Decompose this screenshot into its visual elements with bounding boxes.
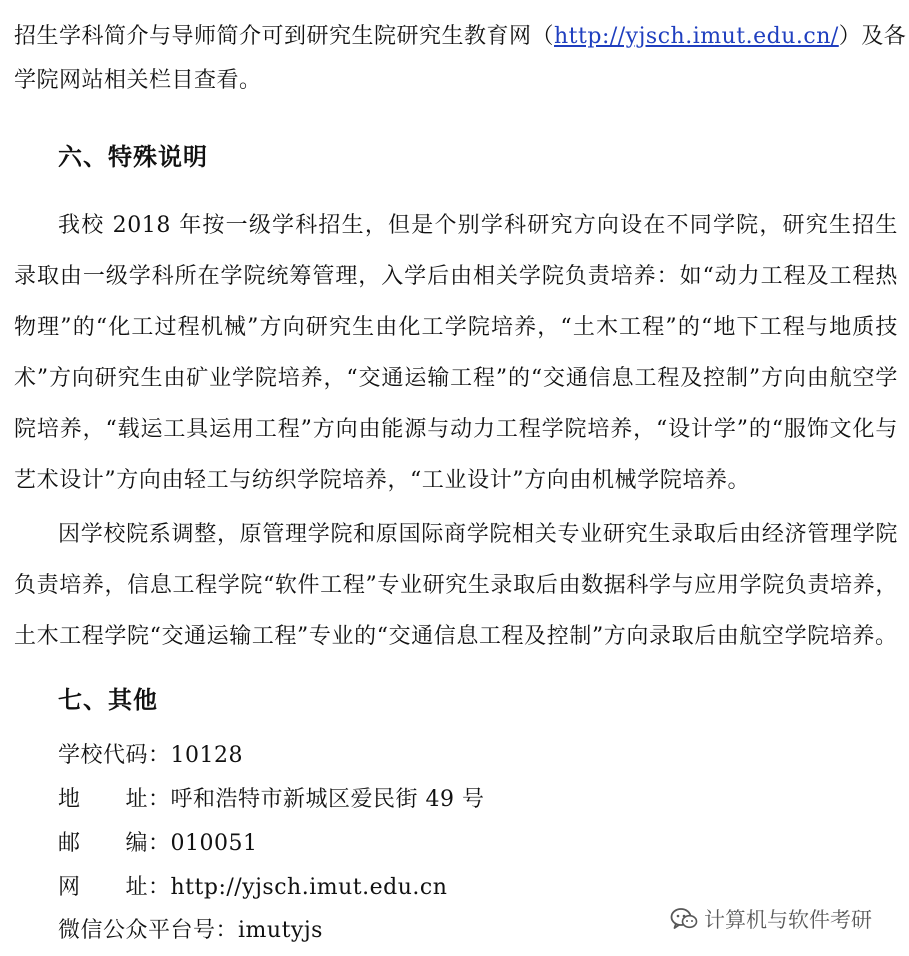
info-row-address xyxy=(58,782,485,813)
info-value: 010051 xyxy=(170,831,258,856)
info-label: 地 址： xyxy=(58,787,171,812)
info-value: http://yjsch.imut.edu.cn xyxy=(170,875,448,900)
section-7-heading: 七、其他 xyxy=(58,686,158,714)
watermark-text: 计算机与软件考研 xyxy=(704,908,872,932)
wechat-icon xyxy=(670,907,698,931)
section-6-heading: 六、特殊说明 xyxy=(58,143,208,171)
section-6-paragraph-1: 我校 2018 年按一级学科招生，但是个别学科研究方向设在不同学院，研究生招生录取由一级学科所在学院统筹管理，入学后由相关学院负责培养：如“动力工程及工程热物理”的“化工过程机械”方向研究生由化工学院培养，“土木工程”的“地下工程与地质技术”方向研究生由矿业学院培养，“交通运输工程”的“交通信息工程及控制”方向由航空学院培养，“载运工具运用工程”方向由能源与动力工程学院培养，“设计学”的“服饰文化与艺术设计”方向由轻工与纺织学院培养，“工业设计”方向由机械学院培养。 xyxy=(14,213,898,493)
wechat-watermark xyxy=(670,904,872,934)
info-row-school-code xyxy=(58,738,243,769)
section-6-paragraph-2: 因学校院系调整，原管理学院和原国际商学院相关专业研究生录取后由经济管理学院负责培养，信息工程学院“软件工程”专业研究生录取后由数据科学与应用学院负责培养，土木工程学院“交通运输工程”专业的“交通信息工程及控制”方向录取后由航空学院培养。 xyxy=(14,522,898,649)
info-value: imutyjs xyxy=(238,918,323,943)
graduate-site-link[interactable]: http://yjsch.imut.edu.cn/ xyxy=(554,24,839,49)
intro-text-post: ）及各 xyxy=(838,24,907,49)
info-row-postcode xyxy=(58,826,258,857)
intro-line-2: 学院网站相关栏目查看。 xyxy=(14,68,262,93)
info-row-website xyxy=(58,870,447,901)
intro-line-1 xyxy=(14,22,906,52)
info-label: 网 址： xyxy=(58,875,171,900)
info-value: 10128 xyxy=(170,743,244,768)
info-label: 微信公众平台号： xyxy=(58,918,239,943)
info-label: 邮 编： xyxy=(58,831,171,856)
info-label: 学校代码： xyxy=(58,743,171,768)
info-row-wechat xyxy=(58,913,323,944)
info-value: 呼和浩特市新城区爱民街 49 号 xyxy=(170,787,485,812)
intro-text-pre: 招生学科简介与导师简介可到研究生院研究生教育网（ xyxy=(14,24,555,49)
